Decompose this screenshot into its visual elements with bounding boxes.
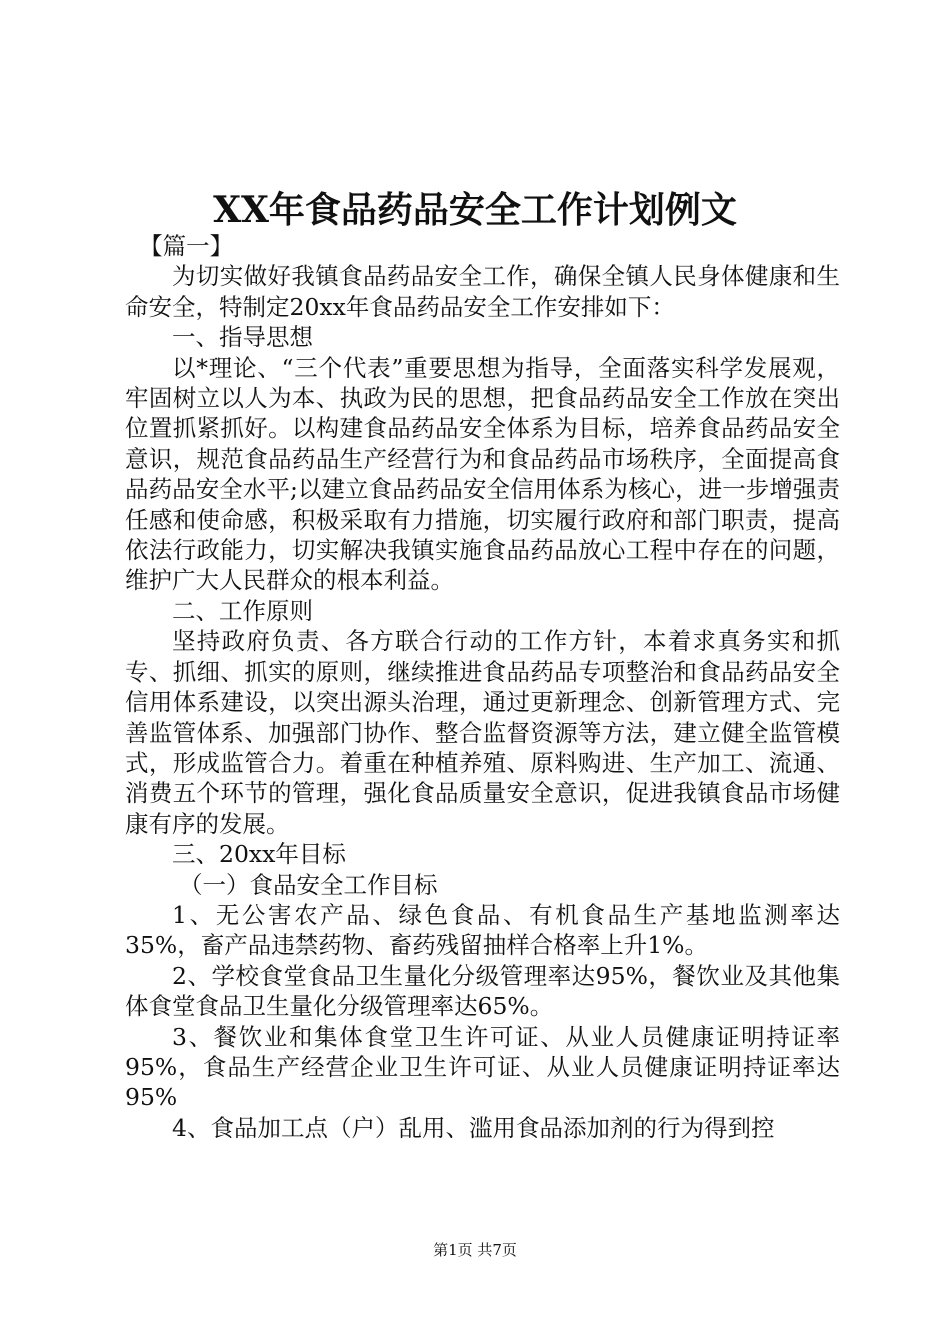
intro-paragraph: 为切实做好我镇食品药品安全工作，确保全镇人民身体健康和生命安全，特制定20xx年食品药品安全工作安排如下：	[125, 262, 840, 321]
list-item: 2、学校食堂食品卫生量化分级管理率达95%，餐饮业及其他集体食堂食品卫生量化分级管理率达65%。	[125, 961, 840, 1021]
document-body	[125, 231, 840, 1143]
subsection-heading: （一）食品安全工作目标	[179, 870, 438, 899]
section-heading: 三、20xx年目标	[172, 840, 346, 869]
list-item: 4、食品加工点（户）乱用、滥用食品添加剂的行为得到控	[172, 1113, 775, 1142]
section-label: 【篇一】	[139, 232, 234, 260]
body-paragraph: 坚持政府负责、各方联合行动的工作方针，本着求真务实和抓专、抓细、抓实的原则，继续推进食品药品专项整治和食品药品安全信用体系建设，以突出源头治理，通过更新理念、创新管理方式、完善监管体系、加强部门协作、整合监督资源等方法，建立健全监管模式，形成监管合力。着重在种植养殖、原料购进、生产加工、流通、消费五个环节的管理，强化食品质量安全意识，促进我镇食品市场健康有序的发展。	[125, 627, 840, 838]
document-title: XX年食品药品安全工作计划例文	[213, 189, 737, 231]
section-heading: 一、指导思想	[172, 323, 313, 352]
list-item: 3、餐饮业和集体食堂卫生许可证、从业人员健康证明持证率95%，食品生产经营企业卫生许可证、从业人员健康证明持证率达95%	[125, 1022, 840, 1112]
section-heading: 二、工作原则	[172, 596, 313, 625]
page-number-footer: 第1页 共7页	[433, 1241, 517, 1259]
body-paragraph: 以*理论、“三个代表”重要思想为指导，全面落实科学发展观，牢固树立以人为本、执政为民的思想，把食品药品安全工作放在突出位置抓紧抓好。以构建食品药品安全体系为目标，培养食品药品安全意识，规范食品药品生产经营行为和食品药品市场秩序，全面提高食品药品安全水平;以建立食品药品安全信用体系为核心，进一步增强责任感和使命感，积极采取有力措施，切实履行政府和部门职责，提高依法行政能力，切实解决我镇实施食品药品放心工程中存在的问题，维护广大人民群众的根本利益。	[125, 353, 840, 595]
list-item: 1、无公害农产品、绿色食品、有机食品生产基地监测率达35%，畜产品违禁药物、畜药残留抽样合格率上升1%。	[125, 900, 840, 960]
